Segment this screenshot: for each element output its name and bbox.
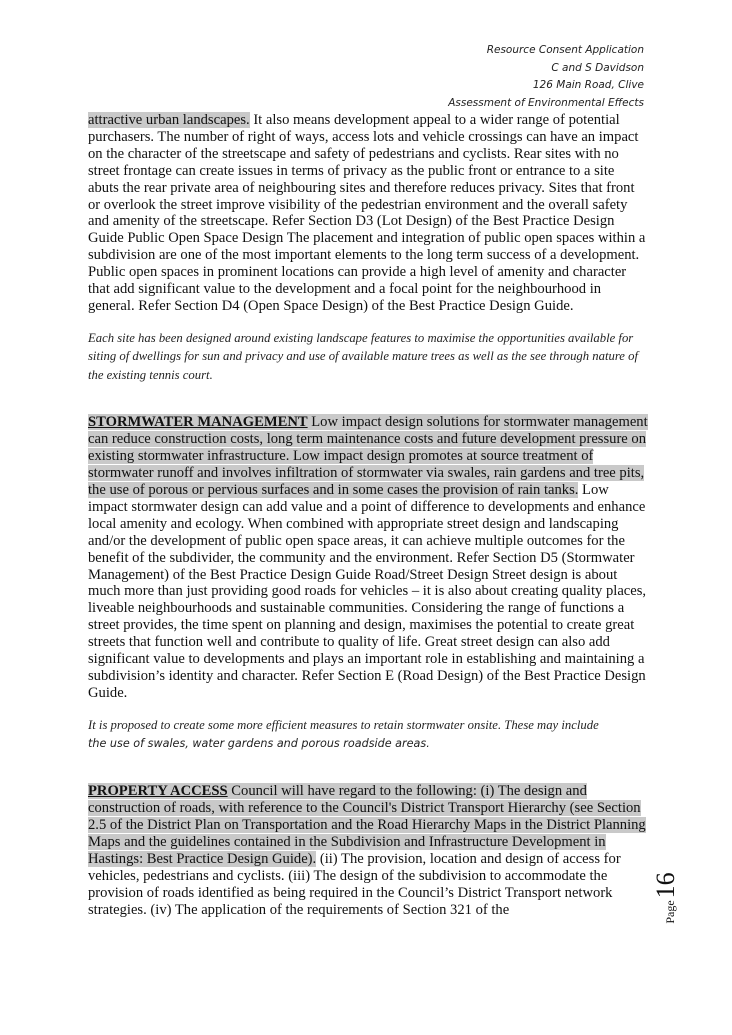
note-stormwater: [88, 716, 648, 754]
page-number: [651, 872, 711, 924]
header-section: Assessment of Environmental Effects: [448, 96, 644, 109]
header-address: 126 Main Road, Clive: [532, 79, 644, 91]
header-title: Resource Consent Application: [486, 44, 644, 56]
stormwater-highlight-text: Low impact design solutions for stormwater management can reduce construction costs, long term maintenance costs and future development pressure on existing stormwater infrastructure. Low impact design promotes at source treatment of stormwater runoff and involves infiltration of stormwater via swales, rain gardens and tree pits, the use of porous or pervious surfaces and in some cases the provision of rain tanks.: [88, 414, 648, 498]
stormwater-text: Low impact stormwater design can add value and a point of difference to developments and enhance local amenity and ecology. When combined with appropriate street design and landscaping and/or the development of public open space areas, it can achieve multiple outcomes for the benefit of the subdivider, the community and the environment. Refer Section D5 (Stormwater Management) of the Best Practice Design Guide Road/Street Design Street design is about much more than just providing good roads for vehicles – it is also about creating quality places, liveable neighbourhoods and sustainable communities. Considering the range of functions a street provides, the time spent on planning and design, maximises the potential to create great streets that function well and contribute to quality of life. Great street design can also add significant value to developments and plays an important role in establishing and maintaining a subdivision’s identity and character. Refer Section E (Road Design) of the Best Practice Design Guide.: [88, 482, 647, 701]
note-site-design: Each site has been designed around existing landscape features to maximise the opportunities available for siting of dwellings for sun and privacy and use of available mature trees as well as the see through nature of the existing tennis court.: [88, 330, 638, 382]
page-label: Page: [663, 900, 677, 924]
note-stormwater-line2: the use of swales, water gardens and porous roadside areas.: [88, 737, 430, 751]
access-heading: PROPERTY ACCESS: [88, 783, 228, 800]
access-highlight-text: Council will have regard to the following: (i) The design and construction of roads, with reference to the Council's District Transport Hierarchy (see Section 2.5 of the District Plan on Transportation and the Road Hierarchy Maps in the District Planning Maps and the guidelines contained in the Subdivision and Infrastructure Development in Hastings: Best Practice Design Guide).: [88, 783, 646, 867]
note-stormwater-line1: It is proposed to create some more efficient measures to retain stormwater onsite. These may include: [88, 717, 599, 732]
document-body: [88, 112, 648, 919]
document-header: [448, 42, 644, 112]
section-property-access: [88, 783, 648, 918]
paragraph-urban-design: [88, 112, 648, 315]
access-text: (ii) The provision, location and design of access for vehicles, pedestrians and cyclists. (iii) The design of the subdivision to accommodate the provision of roads identified as being required in the Council’s District Transport network strategies. (iv) The application of the requirements of Section 321 of the: [88, 850, 621, 918]
page-number-value: 16: [651, 872, 680, 899]
stormwater-highlight: [88, 414, 648, 498]
stormwater-heading: STORMWATER MANAGEMENT: [88, 414, 308, 431]
paragraph-text: It also means development appeal to a wider range of potential purchasers. The number of right of ways, access lots and vehicle crossings can have an impact on the character of the streetscape and safety of pedestrians and cyclists. Rear sites with no street frontage can create issues in terms of privacy as the public front or entrance to a site abuts the rear private area of neighbouring sites and therefore reduces privacy. Sites that front or overlook the street improve visibility of the pedestrian environment and the overall safety and amenity of the streetscape. Refer Section D3 (Lot Design) of the Best Practice Design Guide Public Open Space Design The placement and integration of public open spaces within a subdivision are one of the most important elements to the long term success of a development. Public open spaces in prominent locations can provide a high level of amenity and character that add significant value to the development and a focal point for the neighbourhood in general. Refer Section D4 (Open Space Design) of the Best Practice Design Guide.: [88, 112, 646, 314]
header-applicant: C and S Davidson: [551, 61, 644, 74]
highlighted-text: attractive urban landscapes.: [88, 112, 250, 128]
section-stormwater: [88, 414, 648, 701]
